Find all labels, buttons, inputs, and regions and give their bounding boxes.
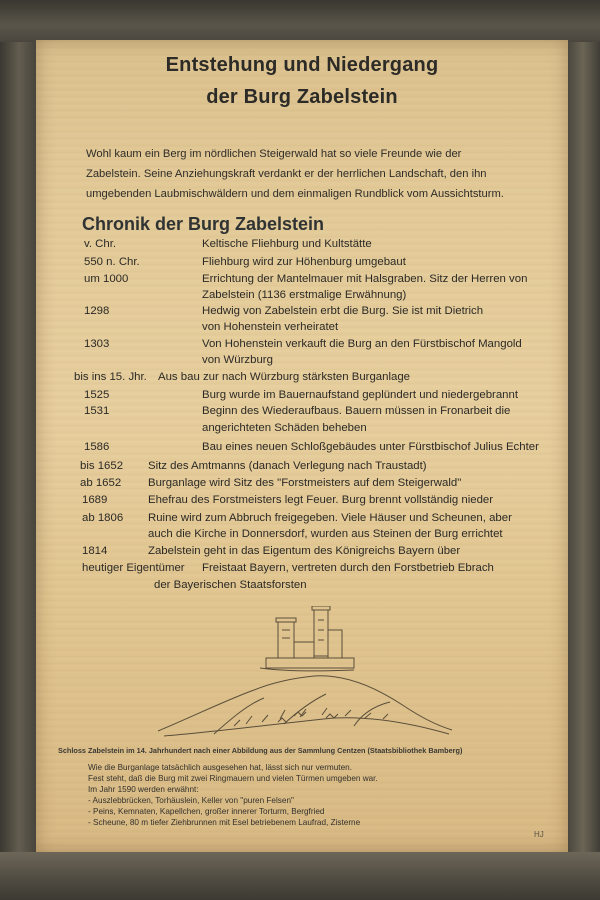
castle-illustration <box>154 606 454 746</box>
illustration-caption: Schloss Zabelstein im 14. Jahrhundert nach einer Abbildung aus der Sammlung Centzen (Staatsbibliothek Bamberg) <box>58 746 463 755</box>
chronicle-text: Freistaat Bayern, vertreten durch den Forstbetrieb Ebrach <box>202 562 494 574</box>
chronicle-year: 1298 <box>84 305 110 317</box>
right-post <box>566 0 600 900</box>
chronicle-text: von Hohenstein verheiratet <box>202 321 339 333</box>
note-line: Fest steht, daß die Burg mit zwei Ringmauern und vielen Türmen umgeben war. <box>88 774 378 783</box>
chronicle-year: bis ins 15. Jhr. <box>74 371 147 383</box>
chronicle-year: um 1000 <box>84 273 129 285</box>
title-line-1: Entstehung und Niedergang <box>165 54 439 76</box>
chronicle-year: 1531 <box>84 405 110 417</box>
author-initials: HJ <box>534 830 544 839</box>
chronicle-text: angerichteten Schäden beheben <box>202 422 367 434</box>
bottom-beam <box>0 852 600 900</box>
chronicle-text: Ruine wird zum Abbruch freigegeben. Viele Häuser und Scheunen, aber <box>148 512 512 524</box>
chronicle-text: Fliehburg wird zur Höhenburg umgebaut <box>202 256 406 268</box>
chronicle-year: bis 1652 <box>80 460 124 472</box>
chronicle-year: 1303 <box>84 338 110 350</box>
chronicle-text: Aus bau zur nach Würzburg stärksten Burganlage <box>158 371 410 383</box>
chronicle-year: ab 1806 <box>82 512 124 524</box>
intro-line: umgebenden Laubmischwäldern und dem einmaligen Rundblick vom Aussichtsturm. <box>86 188 504 200</box>
note-line: Wie die Burganlage tatsächlich ausgesehen hat, lässt sich nur vermuten. <box>88 763 352 772</box>
chronicle-heading: Chronik der Burg Zabelstein <box>82 214 325 234</box>
chronicle-year: 1814 <box>82 545 108 557</box>
note-line: - Auszlebbrücken, Torhäuslein, Keller von "puren Felsen" <box>88 796 294 805</box>
chronicle-year: ab 1652 <box>80 477 122 489</box>
chronicle-text: Sitz des Amtmanns (danach Verlegung nach Traustadt) <box>148 460 427 472</box>
chronicle-year: 550 n. Chr. <box>84 256 140 268</box>
intro-line: Wohl kaum ein Berg im nördlichen Steigerwald hat so viele Freunde wie der <box>86 148 462 160</box>
note-line: Im Jahr 1590 werden erwähnt: <box>88 785 199 794</box>
chronicle-text: Burganlage wird Sitz des "Forstmeisters auf dem Steigerwald" <box>148 477 462 489</box>
chronicle-text: Ehefrau des Forstmeisters legt Feuer. Burg brennt vollständig nieder <box>148 494 494 506</box>
title-line-2: der Burg Zabelstein <box>206 86 398 108</box>
info-board <box>36 40 568 852</box>
left-post <box>0 0 38 900</box>
chronicle-year: 1525 <box>84 389 110 401</box>
chronicle-year: v. Chr. <box>84 238 117 250</box>
chronicle-year: 1586 <box>84 441 110 453</box>
chronicle-year: 1689 <box>82 494 108 506</box>
chronicle-text: Burg wurde im Bauernaufstand geplündert und niedergebrannt <box>202 389 518 401</box>
note-line: - Scheune, 80 m tiefer Ziehbrunnen mit Esel betriebenem Laufrad, Zisterne <box>88 818 361 827</box>
chronicle-text: Hedwig von Zabelstein erbt die Burg. Sie ist mit Dietrich <box>202 305 484 317</box>
chronicle-text: von Würzburg <box>202 354 273 366</box>
top-beam <box>0 0 600 42</box>
notes-text <box>88 762 508 828</box>
chronicle-text: auch die Kirche in Donnersdorf, wurden aus Steinen der Burg errichtet <box>148 528 503 540</box>
chronicle-text: Von Hohenstein verkauft die Burg an den Fürstbischof Mangold <box>202 338 522 350</box>
note-line: - Peins, Kemnaten, Kapellchen, großer innerer Torturm, Bergfried <box>88 807 325 816</box>
chronicle-text: Keltische Fliehburg und Kultstätte <box>202 238 372 250</box>
chronicle-text: Bau eines neuen Schloßgebäudes unter Fürstbischof Julius Echter <box>202 441 539 453</box>
intro-text <box>86 144 546 204</box>
chronicle-year: heutiger Eigentümer <box>82 562 185 574</box>
intro-line: Zabelstein. Seine Anziehungskraft verdankt er der herrlichen Landschaft, den ihn <box>86 168 487 180</box>
chronicle-text: der Bayerischen Staatsforsten <box>154 579 307 591</box>
chronicle-text: Zabelstein (1136 erstmalige Erwähnung) <box>202 289 407 301</box>
chronicle-text: Beginn des Wiederaufbaus. Bauern müssen in Fronarbeit die <box>202 405 511 417</box>
chronicle-text: Errichtung der Mantelmauer mit Halsgraben. Sitz der Herren von <box>202 273 528 285</box>
chronicle-text: Zabelstein geht in das Eigentum des Königreichs Bayern über <box>148 545 461 557</box>
